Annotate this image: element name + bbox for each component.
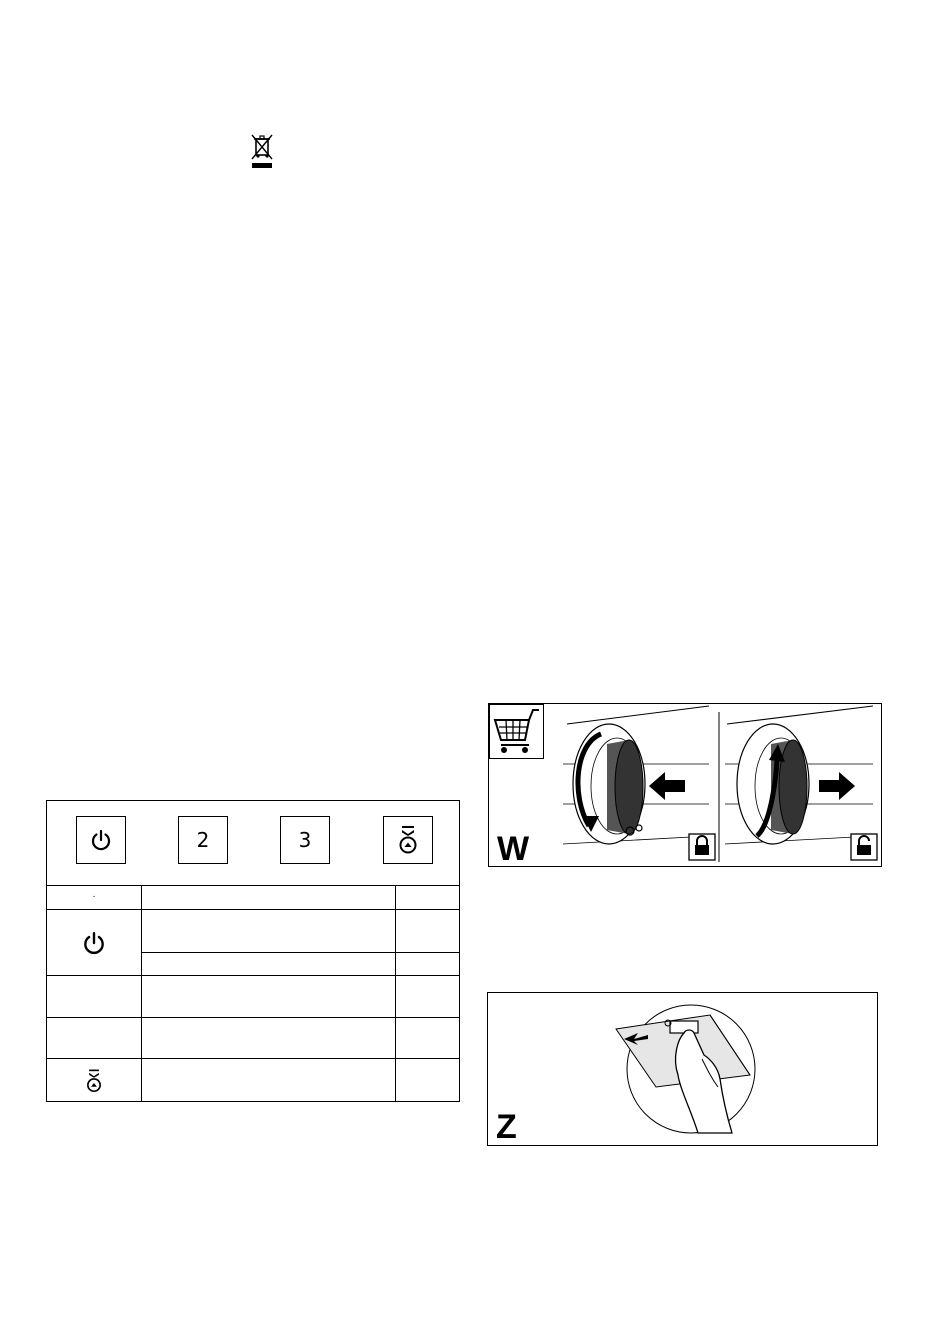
- speed-3-label: 3: [298, 828, 312, 852]
- filter-remove-drawing: [725, 706, 873, 844]
- shopping-cart-icon: [490, 705, 544, 759]
- intensive-key[interactable]: [383, 816, 433, 864]
- power-key[interactable]: [76, 816, 126, 864]
- control-panel-table: [46, 800, 460, 1102]
- figure-z-panel-opening: [487, 992, 878, 1146]
- figure-w-filter-replacement: [488, 703, 882, 867]
- speed-2-key[interactable]: [178, 816, 228, 864]
- figure-z-letter: Z: [496, 1108, 517, 1146]
- speed-2-label: 2: [196, 828, 210, 852]
- unlock-icon: [851, 834, 877, 860]
- row-power-icon-cell: [47, 911, 141, 975]
- lock-icon: [689, 834, 715, 860]
- filter-install-drawing: [563, 706, 709, 844]
- power-icon: [89, 828, 113, 852]
- intensive-speed-icon: [85, 1068, 103, 1094]
- row-1-label: ·: [92, 891, 96, 902]
- power-icon: [81, 930, 107, 956]
- row-intensive-icon-cell: [47, 1060, 141, 1101]
- speed-3-key[interactable]: [280, 816, 330, 864]
- weee-bin-icon: [250, 133, 274, 169]
- figure-w-letter: W: [497, 830, 530, 868]
- intensive-speed-icon: [397, 825, 419, 855]
- hand-opening-panel-drawing: [616, 1005, 755, 1133]
